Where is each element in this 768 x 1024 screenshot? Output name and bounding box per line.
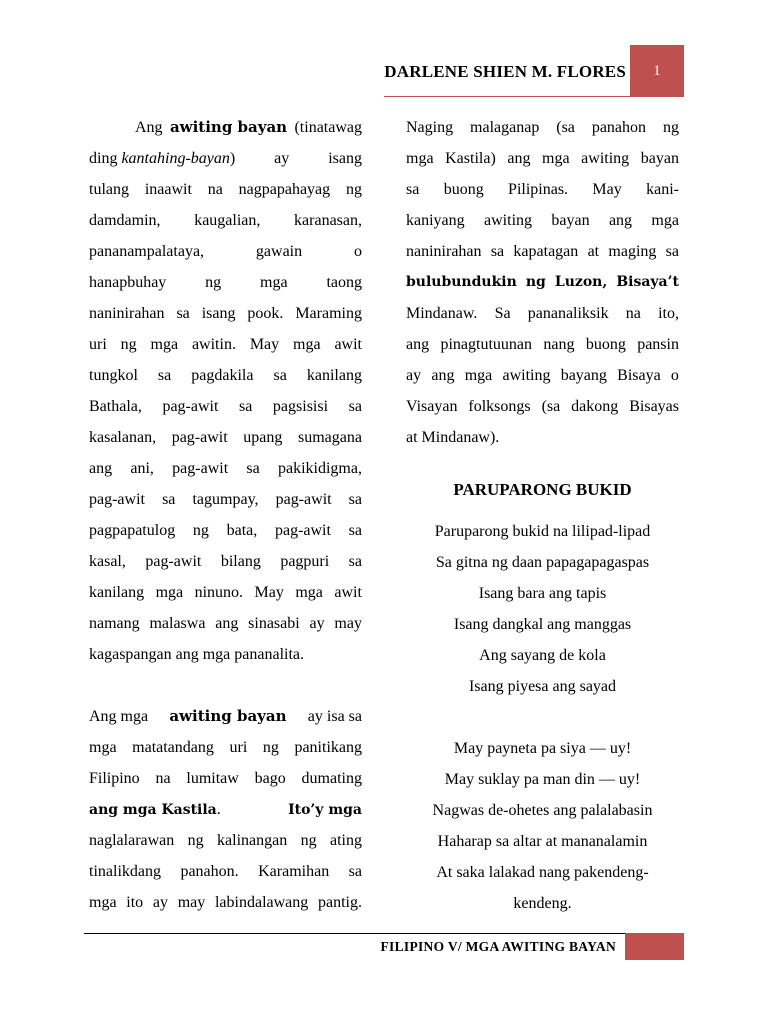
left-column: [89, 112, 362, 918]
word: ang: [431, 367, 455, 384]
word: mga: [89, 739, 117, 756]
word: mga: [651, 212, 679, 229]
text-line: [406, 236, 679, 267]
term-awiting-bayan: awiting bayan: [169, 707, 287, 725]
word: bilang: [220, 553, 261, 570]
word: panahon.: [180, 863, 239, 880]
word: panitikang: [294, 739, 362, 756]
word: dakong: [571, 398, 619, 415]
word: naglalarawan: [89, 832, 175, 849]
word: Naging: [406, 119, 454, 136]
word: sa: [348, 553, 362, 570]
word: may: [334, 615, 362, 632]
lyric-line: Sa gitna ng daan papagapagaspas: [435, 554, 650, 571]
lyric-line: May payneta pa siya — uy!: [453, 740, 632, 757]
text-run: hanapbuhay: [89, 274, 167, 291]
text-line: kagaspangan ang mga pananalita.: [89, 646, 305, 663]
word: panahon: [591, 119, 647, 136]
word: ito: [126, 894, 144, 911]
word: tinalikdang: [89, 863, 161, 880]
word: na: [155, 770, 171, 787]
word: ang: [215, 615, 239, 632]
word: pook.: [247, 305, 284, 322]
text-line: [406, 360, 679, 391]
text-line: [89, 763, 362, 794]
text-line: [89, 887, 362, 918]
word: tungkol: [89, 367, 138, 384]
word: sa: [246, 460, 260, 477]
word: pag-awit: [171, 429, 228, 446]
word: awit: [334, 584, 362, 601]
text-line: [89, 453, 362, 484]
word: Pilipinas.: [508, 181, 569, 198]
word: pag-awit: [172, 460, 229, 477]
word: Visayan: [406, 398, 458, 415]
word: tulang: [89, 181, 129, 198]
word: Luzon,: [554, 274, 608, 290]
word: ng: [262, 739, 279, 756]
word: sa: [348, 398, 362, 415]
word: May: [254, 584, 284, 601]
word: mga: [406, 150, 434, 167]
text-run: karanasan,: [294, 212, 362, 229]
text-line: [89, 329, 362, 360]
text-line: [89, 112, 362, 143]
text-run: ding: [89, 150, 118, 167]
word: pakikidigma,: [277, 460, 362, 477]
word: kapatagan: [513, 243, 579, 260]
text-line: [406, 298, 679, 329]
word: isang: [201, 305, 236, 322]
word: na: [207, 181, 223, 198]
word: upang: [243, 429, 283, 446]
text-run: ay: [274, 150, 290, 167]
text-line: [89, 856, 362, 887]
text-run: gawain: [255, 243, 303, 260]
word: sa: [348, 863, 362, 880]
text-run: ): [229, 150, 236, 167]
text-line: [89, 174, 362, 205]
text-line: [89, 205, 362, 236]
word: kanilang: [306, 367, 362, 384]
word: pag-awit: [274, 522, 331, 539]
word: malaganap: [470, 119, 540, 136]
word: Bisayas: [629, 398, 679, 415]
right-column: [406, 112, 679, 453]
word: may: [177, 894, 206, 911]
word: pag-awit: [89, 491, 145, 508]
word: ng: [120, 336, 137, 353]
text-run: kaugalian,: [194, 212, 261, 229]
word: ng: [192, 522, 209, 539]
text-line: [406, 329, 679, 360]
word: pagpuri: [280, 553, 330, 570]
word: mga: [89, 894, 117, 911]
word: pagdakila: [191, 367, 254, 384]
word: awiting: [502, 367, 551, 384]
lyric-line: Paruparong bukid na lilipad-lipad: [434, 523, 651, 540]
word: sinasabi: [248, 615, 300, 632]
text-line: [406, 174, 679, 205]
word: ng: [187, 832, 204, 849]
text-run: [89, 794, 221, 826]
word: Sa: [494, 305, 511, 322]
word: sa: [176, 305, 190, 322]
text-run: pananampalataya,: [89, 243, 205, 260]
word: malaswa: [149, 615, 206, 632]
term-awiting-bayan: awiting bayan: [169, 118, 288, 136]
word: kasalanan,: [89, 429, 157, 446]
word: bata,: [226, 522, 258, 539]
word: buong: [585, 336, 626, 353]
word: pag-awit: [162, 398, 219, 415]
text-run: Ang: [135, 119, 163, 136]
text-line: [406, 391, 679, 422]
lyric-line: At saka lalakad nang pakendeng-: [436, 864, 649, 881]
word: tagumpay,: [192, 491, 259, 508]
word: bulubundukin: [406, 274, 517, 290]
header-rule: [384, 96, 630, 97]
word: sa: [157, 367, 172, 384]
text-line: [89, 298, 362, 329]
word: o: [670, 367, 679, 384]
word: awiting: [581, 150, 630, 167]
word: Mindanaw.: [406, 305, 478, 322]
word: (sa: [541, 398, 561, 415]
word: kasal,: [89, 553, 126, 570]
word: awiting: [484, 212, 533, 229]
text-run: damdamin,: [89, 212, 161, 229]
word: kaniyang: [406, 212, 465, 229]
word: at: [587, 243, 600, 260]
text-run: mga: [260, 274, 288, 291]
word: inaawit: [144, 181, 192, 198]
word: nagpapahayag: [238, 181, 331, 198]
word: Filipino: [89, 770, 140, 787]
word: Bisaya: [617, 367, 661, 384]
text-line: [406, 205, 679, 236]
word: dumating: [301, 770, 362, 787]
word: sa: [273, 367, 287, 384]
text-run: ng: [205, 274, 222, 291]
word: ito,: [658, 305, 679, 322]
word: ani,: [130, 460, 154, 477]
text-line: [89, 577, 362, 608]
word: ay: [309, 615, 325, 632]
text-line: [89, 422, 362, 453]
lyric-line: Haharap sa altar at mananalamin: [437, 833, 648, 850]
word: pananaliksik: [527, 305, 609, 322]
lyric-line: Isang dangkal ang manggas: [453, 616, 632, 633]
footer-rule: [84, 933, 684, 934]
word: uri: [89, 336, 107, 353]
word: (sa: [556, 119, 575, 136]
word: ng: [345, 181, 362, 198]
word: sa: [348, 491, 362, 508]
word: ang: [608, 212, 633, 229]
word: labindalawang: [214, 894, 309, 911]
page-number-box: [630, 45, 684, 97]
word: buong: [443, 181, 484, 198]
lyric-line: Ang sayang de kola: [479, 647, 606, 664]
word: pag-awit: [275, 491, 332, 508]
text-line: [89, 484, 362, 515]
word: folksongs: [468, 398, 531, 415]
footer-accent-box: [625, 933, 684, 960]
text-line: [89, 391, 362, 422]
word: ng: [300, 832, 317, 849]
word: naninirahan: [406, 243, 482, 260]
word: sa: [490, 243, 505, 260]
text-run: o: [354, 243, 362, 260]
word: Kastila): [445, 150, 496, 167]
text-line: [406, 112, 679, 143]
song-title: PARUPARONG BUKID: [453, 480, 632, 499]
word: matatandang: [132, 739, 214, 756]
word: pagpapatulog: [89, 522, 176, 539]
text-line: at Mindanaw).: [406, 429, 500, 446]
word: pagsisisi: [272, 398, 329, 415]
word: ng: [525, 274, 546, 290]
word: May: [249, 336, 280, 353]
word: nang: [543, 336, 575, 353]
word: ang: [89, 460, 113, 477]
lyric-line: kendeng.: [513, 895, 572, 912]
word: bayan: [640, 150, 679, 167]
text-run: taong: [326, 274, 362, 291]
word: ating: [329, 832, 362, 849]
text-line: [89, 360, 362, 391]
word: mga: [293, 336, 321, 353]
page-number: 1: [653, 63, 661, 79]
word: sumagana: [298, 429, 362, 446]
word: Bisaya’t: [616, 274, 679, 290]
footer-title: FILIPINO V/ MGA AWITING BAYAN: [380, 939, 616, 954]
text-line: [89, 546, 362, 577]
text-line: [89, 608, 362, 639]
text-line: [89, 825, 362, 856]
word: pinagtutuunan: [440, 336, 533, 353]
word: kanilang: [89, 584, 145, 601]
term-kantahing-bayan: kantahing-bayan: [121, 150, 230, 167]
lyric-line: May suklay pa man din — uy!: [444, 771, 641, 788]
word: kalinangan: [217, 832, 288, 849]
word: awit: [334, 336, 362, 353]
word: namang: [89, 615, 140, 632]
word: naninirahan: [89, 305, 165, 322]
word: pag-awit: [145, 553, 202, 570]
song-lyrics: [406, 516, 679, 919]
stanza-gap: [406, 702, 679, 733]
bold-run: Ito’y mga: [288, 802, 362, 818]
text-run: ay isa sa: [307, 708, 362, 725]
word: Bathala,: [89, 398, 142, 415]
text-line: [406, 143, 679, 174]
word: May: [592, 181, 622, 198]
word: uri: [229, 739, 248, 756]
word: Karamihan: [258, 863, 330, 880]
word: ay: [406, 367, 422, 384]
text-run: Ang mga: [89, 708, 149, 725]
word: ng: [662, 119, 679, 136]
word: ninuno.: [194, 584, 244, 601]
author-name: DARLENE SHIEN M. FLORES: [384, 62, 626, 81]
text-line: [89, 143, 362, 174]
text-line: [89, 267, 362, 298]
term-kastila: ang mga Kastila: [89, 802, 217, 818]
word: ay: [152, 894, 168, 911]
word: na: [625, 305, 641, 322]
paragraph-gap: [89, 670, 362, 701]
word: pansin: [637, 336, 679, 353]
lyric-line: Isang piyesa ang sayad: [468, 678, 617, 695]
text-run: .: [216, 801, 221, 818]
word: sa: [665, 243, 679, 260]
word: lumitaw: [186, 770, 239, 787]
text-run: (tinatawag: [294, 119, 362, 136]
text-run: isang: [328, 150, 362, 167]
word: mga: [295, 584, 323, 601]
lyric-line: Nagwas de-ohetes ang palalabasin: [432, 802, 653, 819]
bold-line: [406, 267, 679, 298]
word: sa: [406, 181, 420, 198]
text-line: [89, 515, 362, 546]
word: sa: [162, 491, 176, 508]
text-line: [89, 701, 362, 732]
word: mga: [542, 150, 570, 167]
text-line: [89, 794, 362, 825]
word: bago: [254, 770, 286, 787]
word: ang: [406, 336, 430, 353]
word: kani-: [646, 181, 679, 198]
lyric-line: Isang bara ang tapis: [478, 585, 607, 602]
word: sa: [348, 522, 362, 539]
word: awitin.: [191, 336, 236, 353]
text-run: [89, 143, 235, 174]
word: bayan: [551, 212, 590, 229]
word: mga: [150, 336, 179, 353]
word: maging: [608, 243, 657, 260]
word: pantig.: [317, 894, 362, 911]
text-line: [89, 732, 362, 763]
text-line: [89, 236, 362, 267]
word: sa: [239, 398, 253, 415]
word: bayang: [560, 367, 607, 384]
word: mga: [155, 584, 184, 601]
word: ang: [507, 150, 531, 167]
word: Maraming: [295, 305, 362, 322]
word: mga: [464, 367, 493, 384]
